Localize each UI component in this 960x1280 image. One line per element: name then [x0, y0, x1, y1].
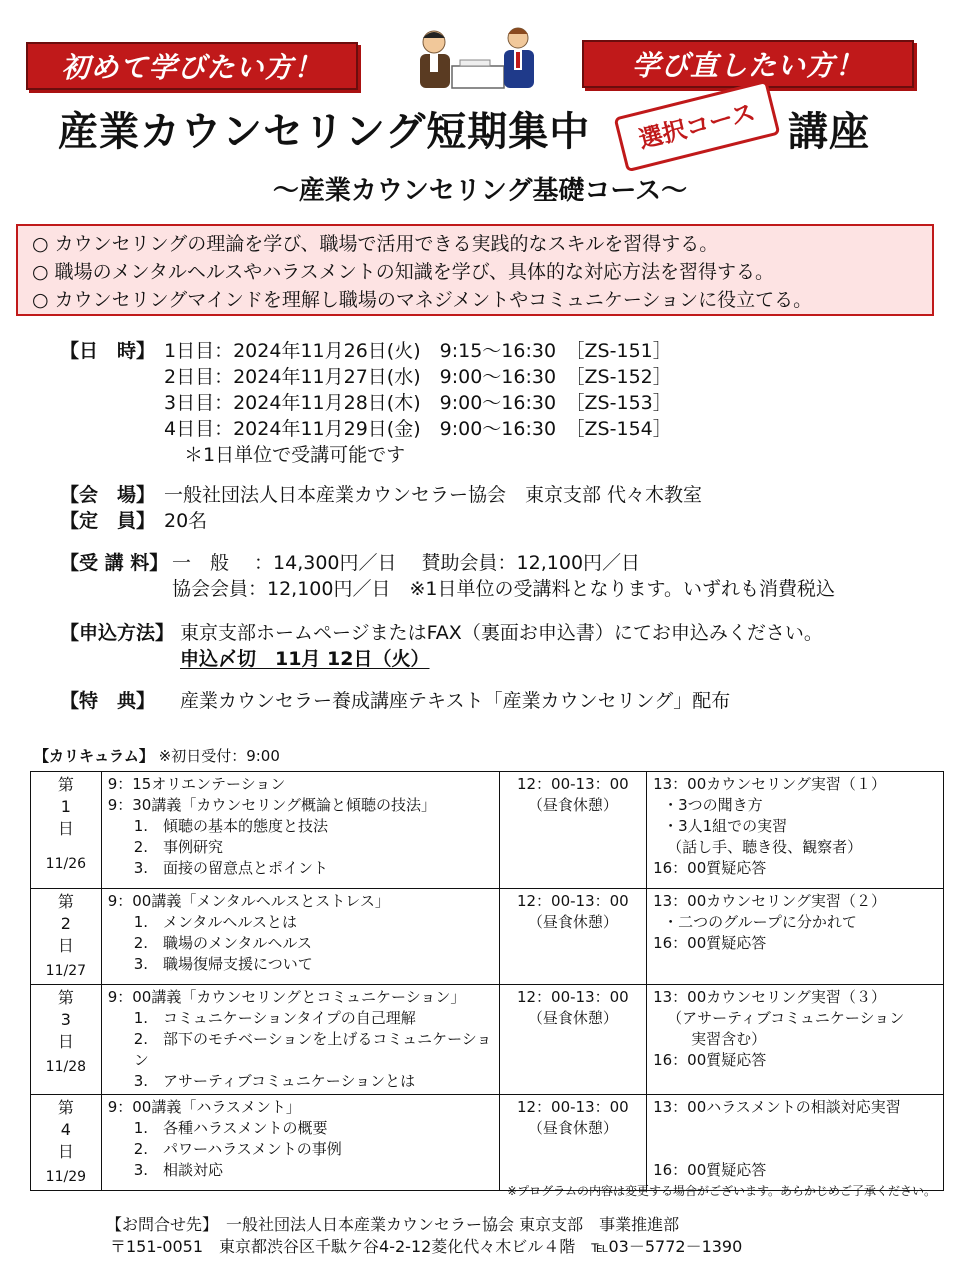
day-char: 第: [57, 1098, 74, 1117]
session-topic: 1. メンタルヘルスとは: [133, 913, 297, 931]
day-number: 3: [60, 1010, 71, 1029]
fee-general: 一 般 ：14,300円／日 賛助会員：12,100円／日: [172, 552, 641, 574]
day-char: 日: [57, 1032, 74, 1051]
page-title-suffix: 講座: [788, 109, 870, 155]
afternoon-cell: [647, 1095, 944, 1191]
lunch-time: 12：00-13：00: [516, 988, 629, 1006]
session-topic: 1. コミュニケーションタイプの自己理解: [133, 1009, 416, 1027]
session-item: 9：00講義「ハラスメント」: [107, 1098, 301, 1116]
benefit-section: [60, 688, 920, 716]
schedule-day: 2日目：2024年11月27日(水) 9:00～16:30 ［ZS-152］: [164, 366, 672, 388]
schedule-day: 1日目：2024年11月26日(火) 9:15～16:30 ［ZS-151］: [164, 340, 672, 362]
contact-heading: 【お問合せ先】 一般社団法人日本産業カウンセラー協会 東京支部 事業推進部: [106, 1215, 680, 1234]
benefit-value: 産業カウンセラー養成講座テキスト「産業カウンセリング」配布: [180, 690, 731, 712]
day-number: 2: [60, 914, 71, 933]
day-number: 1: [60, 797, 71, 816]
session-topic: （話し手、聴き役、観察者）: [667, 838, 863, 856]
table-row: [31, 1095, 944, 1191]
session-item: 9：00講義「カウンセリングとコミュニケーション」: [107, 988, 466, 1006]
day-cell: [31, 1095, 102, 1191]
fee-member: 協会会員：12,100円／日 ※1日単位の受講料となります。いずれも消費税込: [172, 578, 835, 600]
morning-cell: [101, 889, 499, 985]
goal-item: ○ カウンセリングマインドを理解し職場のマネジメントやコミュニケーションに役立てる。: [32, 289, 813, 311]
day-cell: [31, 772, 102, 889]
day-date: 11/28: [45, 1059, 87, 1075]
afternoon-cell: [647, 772, 944, 889]
lunch-time: 12：00-13：00: [516, 1098, 629, 1116]
day-char: 第: [57, 892, 74, 911]
fee-label: 【受 講 料】: [60, 552, 169, 574]
first-day-reception: ※初日受付：9:00: [158, 747, 280, 765]
contact-address: 〒151-0051 東京都渋谷区千駄ケ谷4-2-12菱化代々木ビル４階 ℡03－5772－1390: [110, 1237, 743, 1256]
lunch-label: （昼食休憩）: [527, 1119, 618, 1137]
session-topic: （アサーティブコミュニケーション: [667, 1009, 905, 1027]
session-topic: 3. 職場復帰支援について: [133, 955, 313, 973]
lunch-cell: [499, 889, 646, 985]
apply-deadline: 申込〆切 11月 12日（火）: [180, 648, 430, 670]
session-topic: ・二つのグループに分かれて: [663, 913, 857, 931]
session-topic: ・3つの聞き方: [663, 796, 763, 814]
session-topic: 実習含む）: [691, 1030, 767, 1048]
day-char: 日: [57, 819, 74, 838]
session-item: 16：00質疑応答: [653, 859, 767, 877]
goals-box: [16, 224, 934, 316]
day-char: 第: [57, 775, 74, 794]
session-topic: 3. 面接の留意点とポイント: [133, 859, 329, 877]
session-item: 9：00講義「メンタルヘルスとストレス」: [107, 892, 390, 910]
session-topic: 2. 事例研究: [133, 838, 223, 856]
session-topic: 2. パワーハラスメントの事例: [133, 1140, 342, 1158]
curriculum-heading: [34, 745, 280, 766]
day-date: 11/26: [45, 856, 87, 872]
schedule-section: [60, 338, 920, 468]
schedule-label: 【日 時】: [60, 340, 156, 362]
session-topic: 3. アサーティブコミュニケーションとは: [133, 1072, 416, 1090]
day-number: 4: [60, 1120, 71, 1139]
lunch-label: （昼食休憩）: [527, 1009, 618, 1027]
table-row: [31, 985, 944, 1095]
fee-section: [60, 550, 920, 604]
curriculum-title: 【カリキュラム】: [34, 747, 154, 765]
goal-item: ○ カウンセリングの理論を学び、職場で活用できる実践的なスキルを習得する。: [32, 233, 719, 255]
program-change-note: ※プログラムの内容は変更する場合がございます。あらかじめご了承ください。: [507, 1184, 936, 1198]
page-title: 産業カウンセリング短期集中: [58, 109, 591, 155]
lunch-time: 12：00-13：00: [516, 775, 629, 793]
goal-item: ○ 職場のメンタルヘルスやハラスメントの知識を学び、具体的な対応方法を習得する。: [32, 261, 774, 283]
lunch-cell: [499, 1095, 646, 1191]
apply-section: [60, 620, 920, 674]
schedule-day: 3日目：2024年11月28日(木) 9:00～16:30 ［ZS-153］: [164, 392, 672, 414]
day-date: 11/29: [45, 1169, 87, 1185]
banner-relearners: 学び直したい方！: [582, 40, 914, 88]
day-date: 11/27: [45, 963, 87, 979]
session-topic: 2. 職場のメンタルヘルス: [133, 934, 312, 952]
subtitle: ～産業カウンセリング基礎コース～: [272, 176, 688, 206]
day-cell: [31, 985, 102, 1095]
table-row: [31, 889, 944, 985]
session-topic: 1. 各種ハラスメントの概要: [133, 1119, 328, 1137]
venue-label: 【会 場】: [60, 484, 156, 506]
capacity-value: 20名: [164, 510, 208, 532]
venue-section: [60, 482, 920, 536]
session-item: 16：00質疑応答: [653, 1051, 767, 1069]
day-char: 日: [57, 1142, 74, 1161]
session-item: 16：00質疑応答: [653, 1161, 767, 1179]
schedule-day: 4日目：2024年11月29日(金) 9:00～16:30 ［ZS-154］: [164, 418, 672, 440]
afternoon-cell: [647, 889, 944, 985]
consultation-illustration: [412, 20, 542, 92]
apply-label: 【申込方法】: [60, 622, 175, 644]
morning-cell: [101, 1095, 499, 1191]
session-item: 16：00質疑応答: [653, 934, 767, 952]
curriculum-table: [30, 771, 944, 1191]
lunch-cell: [499, 772, 646, 889]
session-item: 13：00カウンセリング実習（３）: [653, 988, 886, 1006]
lunch-label: （昼食休憩）: [527, 796, 618, 814]
session-topic: 2. 部下のモチベーションを上げるコミュニケーション: [133, 1030, 492, 1069]
day-char: 日: [57, 936, 74, 955]
banner-beginners: 初めて学びたい方！: [26, 42, 358, 90]
session-topic: 1. 傾聴の基本的態度と技法: [133, 817, 329, 835]
session-item: 9：15オリエンテーション: [107, 775, 286, 793]
lunch-label: （昼食休憩）: [527, 913, 618, 931]
lunch-time: 12：00-13：00: [516, 892, 629, 910]
session-item: 13：00ハラスメントの相談対応実習: [653, 1098, 901, 1116]
day-cell: [31, 889, 102, 985]
session-item: 13：00カウンセリング実習（２）: [653, 892, 886, 910]
benefit-label: 【特 典】: [60, 690, 156, 712]
morning-cell: [101, 985, 499, 1095]
session-topic: 3. 相談対応: [133, 1161, 223, 1179]
afternoon-cell: [647, 985, 944, 1095]
day-char: 第: [57, 988, 74, 1007]
course-type-badge: 選択コース: [614, 80, 781, 173]
session-item: 9：30講義「カウンセリング概論と傾聴の技法」: [107, 796, 437, 814]
lunch-cell: [499, 985, 646, 1095]
venue-value: 一般社団法人日本産業カウンセラー協会 東京支部 代々木教室: [164, 484, 703, 506]
table-row: [31, 772, 944, 889]
session-item: 13：00カウンセリング実習（１）: [653, 775, 886, 793]
morning-cell: [101, 772, 499, 889]
session-topic: ・3人1組での実習: [663, 817, 788, 835]
capacity-label: 【定 員】: [60, 510, 156, 532]
schedule-note: ＊1日単位で受講可能です: [184, 444, 406, 466]
apply-method: 東京支部ホームページまたはFAX（裏面お申込書）にてお申込みください。: [180, 622, 823, 644]
